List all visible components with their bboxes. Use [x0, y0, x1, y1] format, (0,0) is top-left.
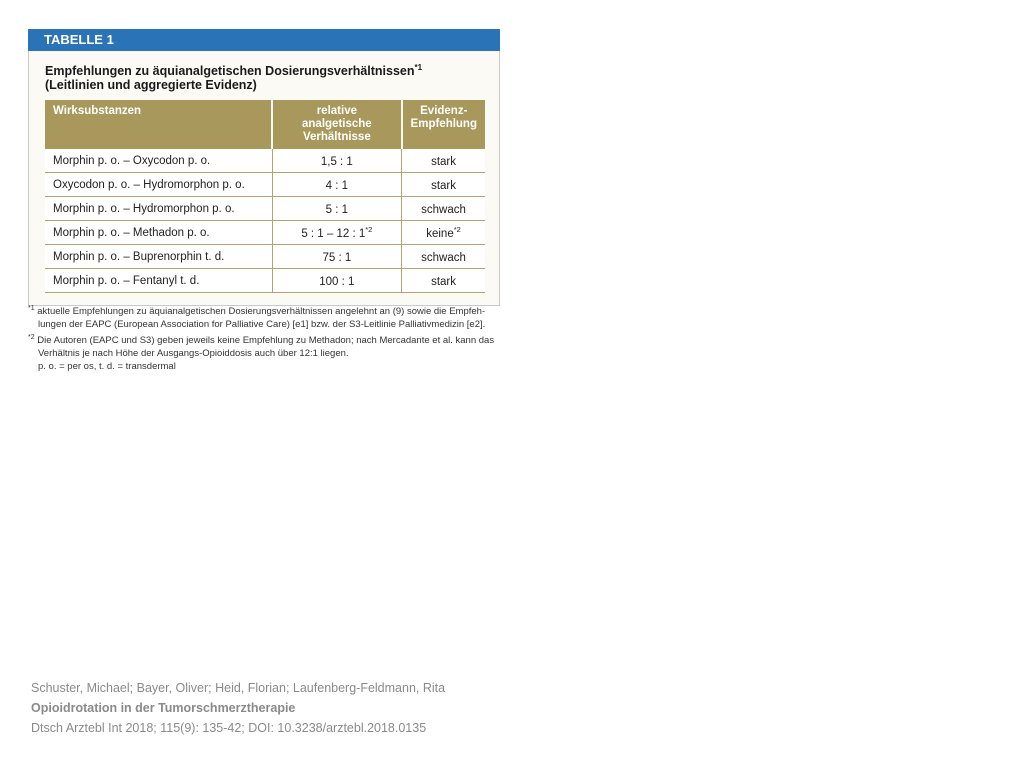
cell-substance: Morphin p. o. – Buprenorphin t. d. [45, 245, 272, 269]
cell-substance: Morphin p. o. – Methadon p. o. [45, 221, 272, 245]
cell-ratio [272, 221, 401, 245]
footnote-2 [28, 331, 506, 347]
cell-evidence [402, 173, 485, 197]
footnote-1 [28, 302, 506, 318]
figure-title-footnote-mark: *1 [414, 63, 423, 72]
cell-ratio-value: 1,5 : 1 [320, 156, 353, 169]
cell-evidence [402, 197, 485, 221]
cell-ratio [272, 149, 401, 173]
cell-substance: Morphin p. o. – Fentanyl t. d. [45, 269, 272, 293]
cell-substance: Morphin p. o. – Oxycodon p. o. [45, 149, 272, 173]
table-header-row [45, 100, 485, 149]
cell-ratio-value: 5 : 1 [325, 204, 349, 217]
footnote-1-line1: aktuelle Empfehlungen zu äquianalgetischen Dosierungsverhältnissen angelehnt an (9) sowie die Empfeh- [37, 306, 486, 318]
footnote-2-line1: Die Autoren (EAPC und S3) geben jeweils keine Empfehlung zu Methadon; nach Mercadante et al. kann das [37, 335, 495, 347]
footnote-1-line2: lungen der EAPC (European Association for Palliative Care) [e1] bzw. der S3-Leitlinie Palliativmedizin [e2]. [38, 319, 486, 331]
citation-title: Opioidrotation in der Tumorschmerztherapie [31, 701, 296, 715]
header-ratio-line1: relative analgetische [302, 105, 372, 131]
header-ratio [272, 100, 401, 149]
table-footnotes [28, 302, 506, 373]
cell-ratio [272, 269, 401, 293]
header-substance: Wirksubstanzen [45, 100, 272, 149]
citation-source: Dtsch Arztebl Int 2018; 115(9): 135-42; DOI: 10.3238/arztebl.2018.0135 [31, 721, 427, 735]
cell-ratio-value: 75 : 1 [322, 252, 352, 265]
header-ratio-line2: Verhältnisse [302, 131, 371, 144]
citation-authors: Schuster, Michael; Bayer, Oliver; Heid, Florian; Laufenberg-Feldmann, Rita [31, 681, 446, 695]
figure-title-line2: (Leitlinien und aggregierte Evidenz) [45, 78, 257, 93]
table-row [45, 173, 485, 197]
header-evidence-line2: Empfehlung [410, 118, 477, 131]
cell-ratio [272, 173, 401, 197]
cell-evidence-value: stark [431, 156, 456, 169]
figure-title [45, 61, 485, 92]
dosage-table [45, 100, 485, 293]
cell-ratio-value: 5 : 1 – 12 : 1 [301, 228, 366, 241]
cell-evidence [402, 149, 485, 173]
cell-evidence-value: keine [426, 228, 454, 241]
cell-evidence-value: stark [431, 276, 456, 289]
header-evidence-line1: Evidenz- [420, 105, 468, 118]
figure-title-line1: Empfehlungen zu äquianalgetischen Dosierungsverhältnissen [45, 64, 415, 79]
footnote-1-mark: *1 [28, 305, 35, 312]
cell-evidence-value: schwach [421, 252, 466, 265]
cell-ratio-footnote: *2 [365, 225, 373, 235]
table-row [45, 197, 485, 221]
cell-ratio-value: 100 : 1 [319, 276, 355, 289]
footnote-2-line2: Verhältnis je nach Höhe der Ausgangs-Opioiddosis auch über 12:1 liegen. [38, 348, 349, 360]
table-row [45, 221, 485, 245]
cell-substance: Oxycodon p. o. – Hydromorphon p. o. [45, 173, 272, 197]
table-row [45, 269, 485, 293]
table-figure [28, 29, 500, 306]
figure-body [28, 51, 500, 306]
table-row [45, 149, 485, 173]
cell-evidence [402, 221, 485, 245]
cell-evidence-value: schwach [421, 204, 466, 217]
cell-ratio [272, 245, 401, 269]
cell-evidence-footnote: *2 [453, 225, 461, 235]
footnote-2-mark: *2 [28, 334, 35, 342]
cell-ratio-value: 4 : 1 [325, 180, 349, 193]
cell-evidence [402, 245, 485, 269]
header-evidence [402, 100, 485, 149]
figure-label: TABELLE 1 [28, 29, 500, 51]
cell-evidence [402, 269, 485, 293]
cell-ratio [272, 197, 401, 221]
cell-substance: Morphin p. o. – Hydromorphon p. o. [45, 197, 272, 221]
cell-evidence-value: stark [431, 180, 456, 193]
footnote-abbreviations: p. o. = per os, t. d. = transdermal [38, 361, 176, 373]
table-row [45, 245, 485, 269]
citation [31, 678, 445, 738]
